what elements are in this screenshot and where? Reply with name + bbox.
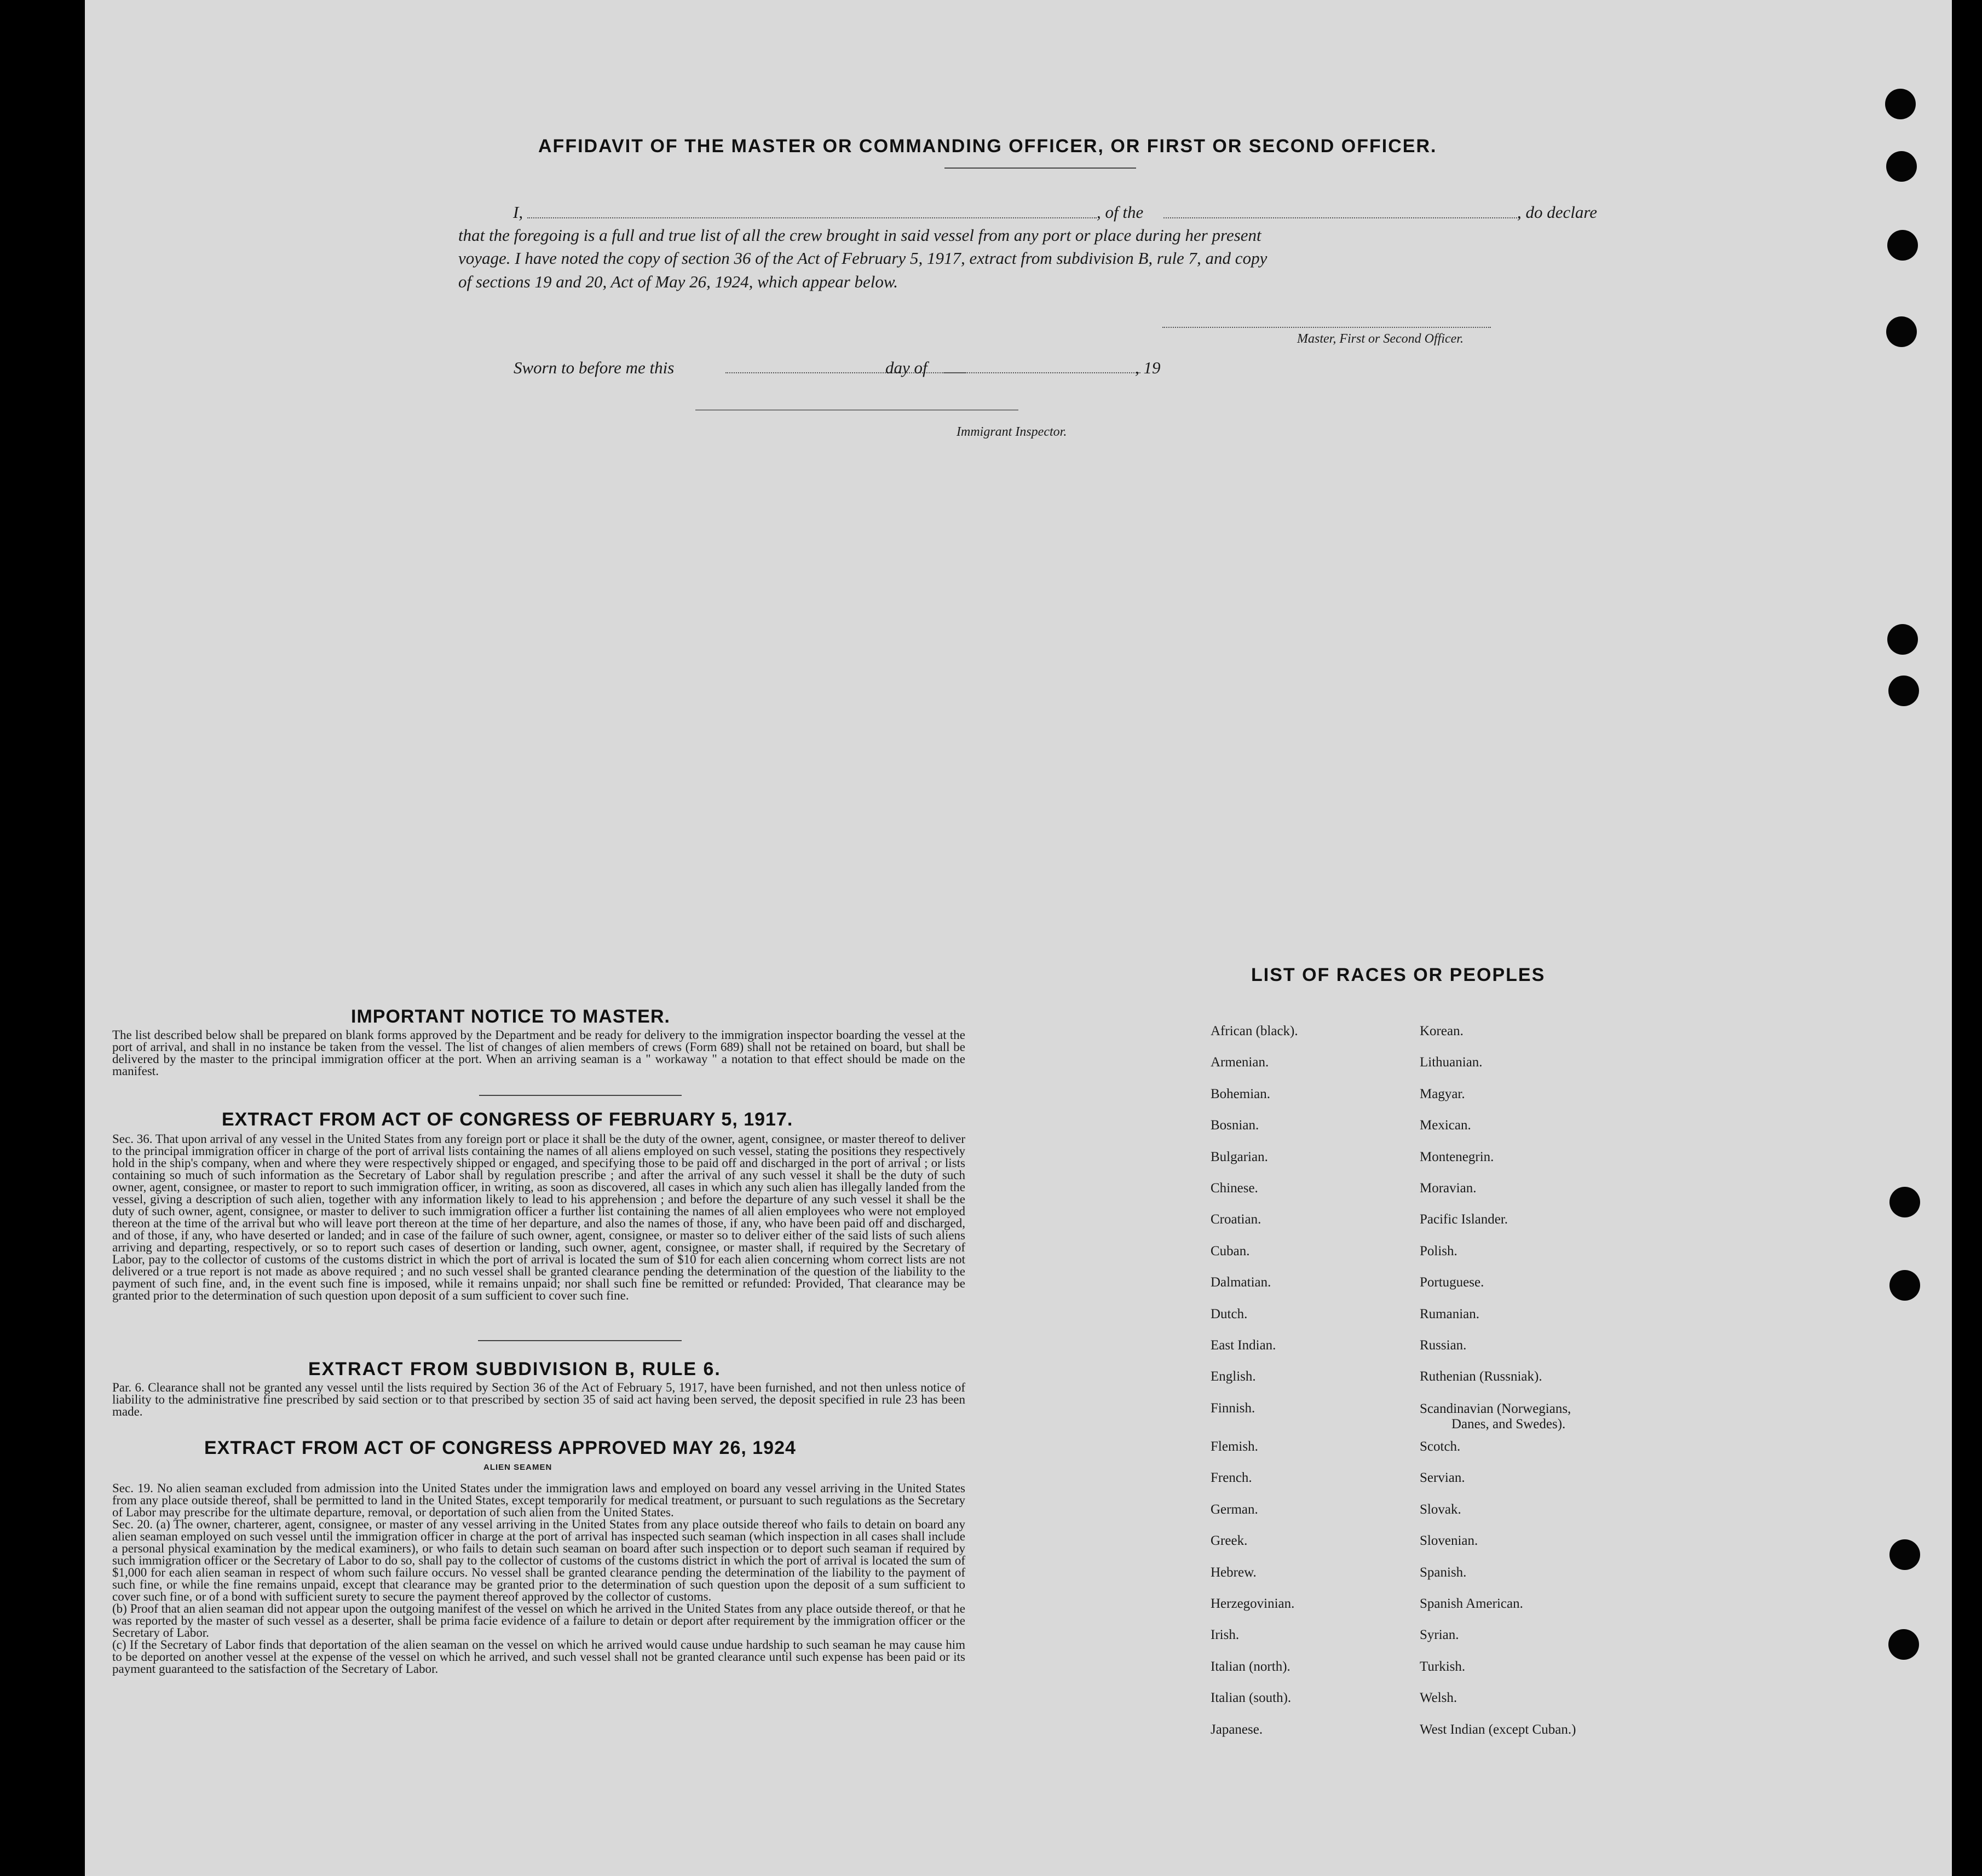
race-item: English. [1211,1369,1256,1384]
race-item: Finnish. [1211,1400,1255,1416]
punch-hole [1889,1539,1920,1570]
extract-rule6-text: Par. 6. Clearance shall not be granted any vessel until the lists required by Section 36 of the Act of February 5, 1917, have been furnished, and not then unless notice of liability to the administrative fine prescribed by said section or to that prescribed by section 35 of said act having been served, the deposit specified in rule 23 has been made. [112,1381,965,1418]
punch-hole [1889,1187,1920,1217]
race-item: Syrian. [1420,1627,1459,1643]
race-item: Herzegovinian. [1211,1596,1295,1611]
races-title: LIST OF RACES OR PEOPLES [1251,965,1546,985]
notice-text: The list described below shall be prepared on blank forms approved by the Department and be ready for delivery to the immigration inspector boarding the vessel at the port of arrival, and shall in no instance be taken from the vessel. The list of changes of alien members of crews (Form 689) shall not be retained on board, but shall be delivered by the master to the principal immigration officer at the port. When an arriving seaman is a " workaway " a notation to that effect should be made on the manifest. [112,1028,965,1078]
race-item: Portuguese. [1420,1275,1484,1290]
divider [944,168,1136,169]
punch-hole [1886,151,1917,182]
race-item: Korean. [1420,1024,1464,1038]
sworn-label: Sworn to before me this [514,358,675,377]
race-item: Welsh. [1420,1690,1457,1706]
divider [479,1095,682,1096]
race-item: Moravian. [1420,1181,1477,1196]
extract-rule6-title: EXTRACT FROM SUBDIVISION B, RULE 6. [308,1359,721,1379]
race-item: Slovak. [1420,1502,1461,1517]
races-column-1 [1211,1015,1298,1745]
race-item: Polish. [1420,1243,1457,1259]
affidavit-text-line: of sections 19 and 20, Act of May 26, 1924, which appear below. [458,272,898,291]
extract-1924-body [112,1482,965,1675]
extract-1917-title: EXTRACT FROM ACT OF CONGRESS OF FEBRUARY 5, 1917. [222,1109,793,1130]
race-item: German. [1211,1502,1258,1517]
race-item [1420,1393,1576,1431]
extract-1924-title: EXTRACT FROM ACT OF CONGRESS APPROVED MAY 26, 1924 [204,1438,796,1458]
race-item: Rumanian. [1420,1306,1480,1321]
race-item: Armenian. [1211,1055,1269,1070]
race-item: Pacific Islander. [1420,1212,1508,1227]
declare-label: , do declare [1517,203,1598,222]
race-item: Dalmatian. [1211,1275,1271,1290]
punch-hole [1887,624,1918,655]
vessel-label: , of the [1097,203,1144,222]
race-item: Japanese. [1211,1722,1263,1737]
races-column-2 [1420,1015,1576,1745]
declarant-name-field[interactable] [527,217,1097,218]
race-item: Italian (south). [1211,1690,1292,1706]
punch-hole [1885,89,1916,119]
race-item: Bulgarian. [1211,1149,1268,1164]
day-of-label: day of [885,358,927,377]
document-page [85,0,1952,1876]
race-item: Hebrew. [1211,1565,1257,1580]
race-item-line: Danes, and Swedes). [1451,1416,1566,1431]
race-item: Flemish. [1211,1439,1258,1454]
divider [478,1340,682,1341]
race-item: Spanish American. [1420,1596,1523,1611]
race-item-line: Scandinavian (Norwegians, [1420,1401,1571,1416]
affidavit-text-line: voyage. I have noted the copy of section 36 of the Act of February 5, 1917, extract from subdivision B, rule 7, and copy [458,249,1267,268]
race-item: Spanish. [1420,1565,1467,1580]
sec-20c-text: (c) If the Secretary of Labor finds that deportation of the alien seaman on the vessel on which he arrived would cause undue hardship to such seaman he may cause him to be deported on another vessel at the expense of the vessel on which he arrived, and such vessel shall not be granted clearance until such expense has been paid or its payment guaranteed to the satisfaction of the Secretary of Labor. [112,1638,965,1676]
extract-1917-text: Sec. 36. That upon arrival of any vessel in the United States from any foreign port or place it shall be the duty of the owner, agent, consignee, or master thereof to deliver to the principal immigration officer in charge of the port of arrival lists containing the names of all aliens employed on such vessel, stating the positions they respectively hold in the ship's company, when and where they were respectively shipped or engaged, and specifying those to be paid off and discharged in the port of arrival ; or lists containing so much of such information as the Secretary of Labor shall by regulation prescribe ; and after the arrival of any such vessel it shall be the duty of such owner, agent, consignee, or master to report to such immigration officer, in writing, as soon as discovered, all cases in which any such alien has illegally landed from the vessel, giving a description of such alien, together with any information likely to lead to his apprehension ; and before the departure of any such vessel it shall be the duty of such owner, agent, consignee, or master to deliver to such immigration officer a further list containing the names of all alien employees who were not employed thereon at the time of the arrival but who will leave port thereon at the time of her departure, and also the names of those, if any, who have been paid off and discharged, and of those, if any, who have deserted or landed; and in case of the failure of such owner, agent, consignee, or master so to deliver either of the said lists of such aliens arriving and departing, respectively, or so to report such cases of desertion or landing, such owner, agent, consignee, or master shall, if required by the Secretary of Labor, pay to the collector of customs of the customs district in which the port of arrival is located the sum of $10 for each alien concerning whom correct lists are not delivered or a true report is not made as above required ; and no such vessel shall be granted clearance pending the determination of the question of the liability to the payment of such fine, and, in the event such fine is imposed, while it remains unpaid; nor shall such fine be remitted or refunded: Provided, That clearance may be granted prior to the determination of such question upon deposit of a sum sufficient to cover such fine. [112,1132,965,1302]
officer-signature-field[interactable] [1162,327,1491,328]
year-label: , 19 [1135,358,1161,377]
race-item: West Indian (except Cuban.) [1420,1722,1576,1737]
race-item: Croatian. [1211,1212,1261,1227]
race-item: Bohemian. [1211,1086,1271,1101]
race-item: Greek. [1211,1533,1248,1549]
race-item: Magyar. [1420,1086,1465,1101]
race-item: East Indian. [1211,1338,1276,1353]
race-item: Ruthenian (Russniak). [1420,1369,1542,1384]
race-item: Italian (north). [1211,1659,1290,1674]
race-item: Lithuanian. [1420,1055,1483,1070]
punch-hole [1886,316,1917,347]
race-item: Mexican. [1420,1118,1471,1133]
inspector-signature-field[interactable] [695,409,1018,411]
punch-hole [1888,1629,1919,1660]
vessel-name-field[interactable] [1163,217,1519,218]
race-item: African (black). [1211,1024,1298,1038]
sec-20a-text: Sec. 20. (a) The owner, charterer, agent, consignee, or master of any vessel arriving in the United States from any place outside thereof who fails to detain on board any alien seaman employed on such vessel until the immigration officer in charge at the port of arrival has inspected such seaman (which inspection in all cases shall include a personal physical examination by the medical examiners), or who fails to detain such seaman on board after such inspection or to deport such seaman if required by such immigration officer or the Secretary of Labor to do so, shall pay to the collector of customs of the customs district in which the port of arrival is located the sum of $1,000 for each alien seaman in respect of whom such failure occurs. No vessel shall be granted clearance pending the determination of the liability to the payment of such fine, or while the fine remains unpaid, except that clearance may be granted prior to the determination of such question upon the deposit of a sum sufficient to cover such fine, or of a bond with sufficient surety to secure the payment thereof approved by the collector of customs. [112,1517,965,1603]
race-item: Montenegrin. [1420,1149,1494,1164]
race-item: Scotch. [1420,1439,1461,1454]
sworn-day-field[interactable] [725,372,966,373]
punch-hole [1887,230,1918,261]
race-item: Dutch. [1211,1306,1248,1321]
race-item: Cuban. [1211,1243,1250,1259]
affidavit-title: AFFIDAVIT OF THE MASTER OR COMMANDING OFFICER, OR FIRST OR SECOND OFFICER. [538,136,1437,157]
sec-19-text: Sec. 19. No alien seaman excluded from admission into the United States under the immigration laws and employed on board any vessel arriving in the United States from any place outside thereof, shall be permitted to land in the United States, except temporarily for medical treatment, or pursuant to such regulations as the Secretary of Labor may prescribe for the ultimate departure, removal, or deportation of such alien from the United States. [112,1481,965,1519]
affidavit-text-line: that the foregoing is a full and true list of all the crew brought in said vessel from any port or place during her present [458,226,1261,245]
race-item: Russian. [1420,1338,1467,1353]
inspector-caption: Immigrant Inspector. [957,425,1067,439]
race-item: Turkish. [1420,1659,1466,1674]
sworn-month-field[interactable] [943,372,1140,373]
punch-hole [1888,676,1919,706]
race-item: Chinese. [1211,1181,1258,1196]
signature-caption: Master, First or Second Officer. [1297,332,1464,346]
race-item: French. [1211,1470,1252,1486]
extract-1924-subtitle: ALIEN SEAMEN [483,1463,552,1472]
race-item: Servian. [1420,1470,1465,1486]
notice-title: IMPORTANT NOTICE TO MASTER. [351,1006,670,1027]
race-item: Slovenian. [1420,1533,1478,1549]
sec-20b-text: (b) Proof that an alien seaman did not appear upon the outgoing manifest of the vessel on which he arrived in the United States from any place outside thereof, or that he was reported by the master of such vessel as a deserter, shall be prima facie evidence of a failure to detain or deport after requirement by the immigration officer or the Secretary of Labor. [112,1602,965,1640]
race-item: Irish. [1211,1627,1240,1643]
race-item: Bosnian. [1211,1118,1259,1133]
punch-hole [1889,1270,1920,1301]
declarant-label: I, [513,203,523,222]
